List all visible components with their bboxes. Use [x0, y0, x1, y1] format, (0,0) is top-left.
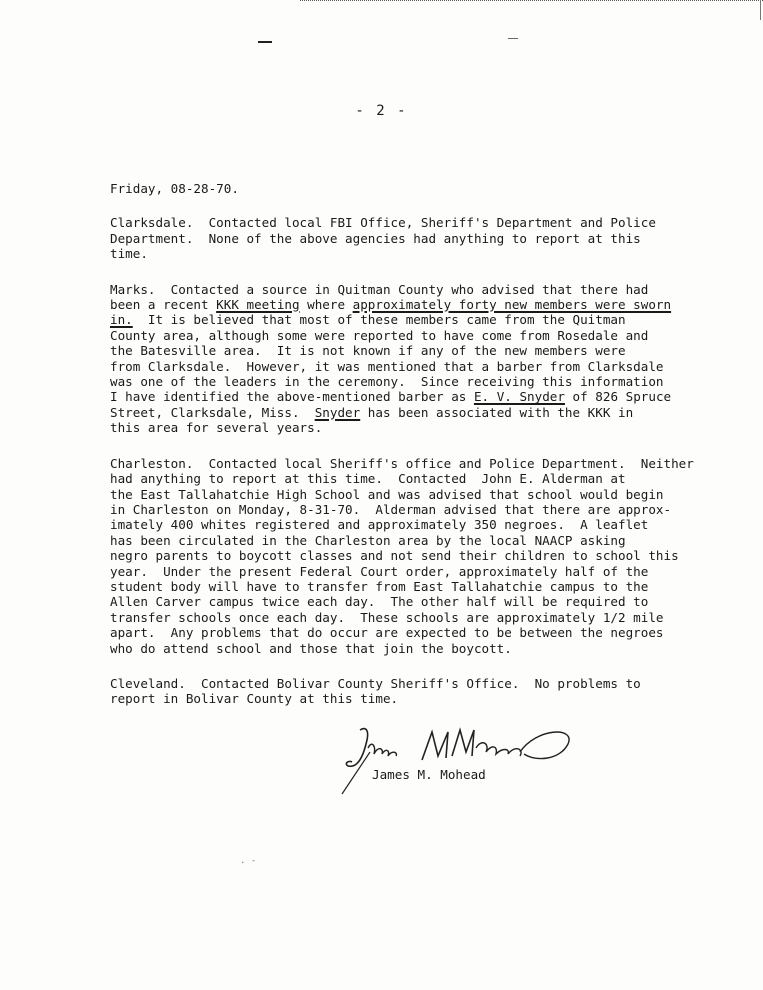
underlined-text: E. V. Snyder [473, 389, 565, 405]
charleston-paragraph: Charleston. Contacted local Sheriff's office and Police Department. Neither had anything to report at this time. Contacted John E. Alderman at the East Tallahatchie High School and was advised that school would begin in Charleston on Monday, 8-31-70. Alderman advised that there are approx- imately 400 whites registered and approximately 350 negroes. A leaflet has been circulated in the Charleston area by the local NAACP asking negro parents to boycott classes and not send their children to school this year. Under the present Federal Court order, approximately half of the student body will have to transfer from East Tallahatchie campus to the Allen Carver campus twice each day. The other half will be required to transfer schools once each day. These schools are approximately 1/2 mile apart. Any problems that do occur are expected to be between the negroes who do attend school and those that join the boycott. [110, 455, 694, 656]
scan-mark [258, 41, 272, 43]
scan-edge-top [300, 0, 763, 4]
scan-edge-right [760, 0, 761, 20]
underlined-text: approximately forty new members were sworn [352, 297, 672, 313]
underlined-text: Snyder [314, 404, 361, 420]
underlined-text: KKK meeting [216, 297, 300, 313]
handwritten-signature [340, 722, 580, 797]
clarksdale-paragraph: Clarksdale. Contacted local FBI Office, Sheriff's Department and Police Department. None of the above agencies had anything to report at this time. [110, 215, 656, 262]
scan-mark [508, 38, 518, 39]
signatory-name: James M. Mohead [372, 767, 486, 782]
underlined-text: in. [110, 312, 133, 328]
page-number: - 2 - [355, 103, 408, 119]
marks-paragraph: Marks. Contacted a source in Quitman County who advised that there had been a recent KKK meeting where approximately forty new members were sworn in. It is believed that most of these members came from the Quitman County area, although some were reported to have come from Rosedale and the Batesville area. It is not known if any of the new members were from Clarksdale. However, it was mentioned that a barber from Clarksdale was one of the leaders in the ceremony. Since receiving this information I have identified the above-mentioned barber as E. V. Snyder of 826 Spruce Street, Clarksdale, Miss. Snyder has been associated with the KKK in this area for several years. [110, 281, 672, 436]
cleveland-paragraph: Cleveland. Contacted Bolivar County Sheriff's Office. No problems to report in Bolivar County at this time. [110, 675, 641, 707]
report-date: Friday, 08-28-70. [110, 181, 239, 196]
memo-body [110, 181, 695, 727]
scan-smudge: . - [240, 856, 257, 866]
